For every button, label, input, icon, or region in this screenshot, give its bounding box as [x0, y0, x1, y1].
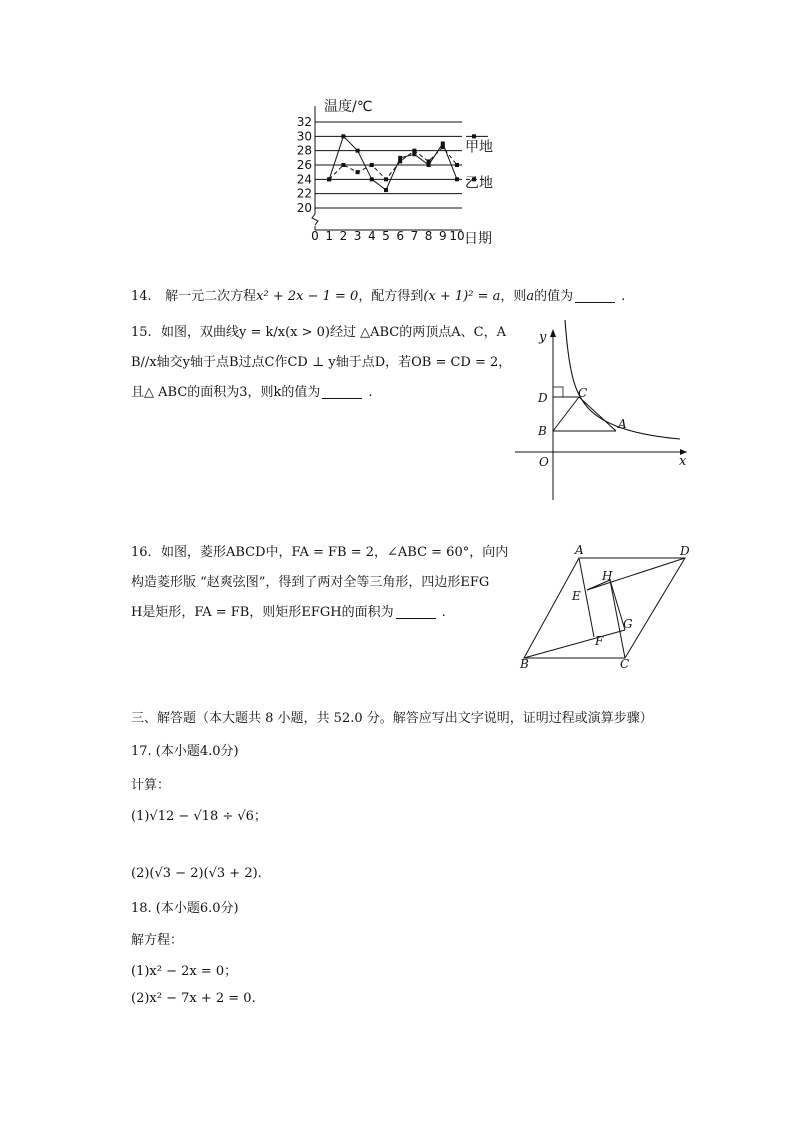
q16-line-2: 构造菱形版 “赵爽弦图”，得到了两对全等三角形，四边形EFG: [131, 575, 490, 590]
q18-part-2: (2)x² − 7x + 2 = 0.: [131, 991, 256, 1006]
data-point: [441, 145, 445, 149]
data-point: [327, 177, 331, 181]
label-f: F: [595, 634, 604, 648]
q17-part-2: (2)(√3 − 2)(√3 + 2).: [131, 866, 262, 881]
data-point: [398, 156, 402, 160]
answer-blank: [575, 288, 615, 303]
q14-text-4: 的值为: [534, 289, 574, 304]
legend-marker: [472, 134, 476, 138]
x-tick-label: 6: [396, 229, 405, 243]
data-point: [427, 163, 431, 167]
section-heading: 三、解答题（本大题共 8 小题，共 52.0 分。解答应写出文字说明，证明过程或演算步骤）: [131, 711, 653, 726]
hyperbola-figure: [505, 315, 700, 505]
q17-part-1: (1)√12 − √18 ÷ √6；: [131, 809, 267, 824]
q14-completed-square: (x + 1)² = a: [423, 289, 501, 304]
x-tick-label: 5: [382, 229, 390, 243]
y-tick-label: 24: [296, 172, 312, 187]
q17-intro: 计算：: [131, 778, 171, 793]
legend-label: 乙地: [465, 175, 493, 192]
answer-blank: [322, 384, 362, 399]
right-angle-mark: [553, 387, 563, 397]
q14-variable: a: [526, 289, 535, 304]
data-point: [384, 177, 388, 181]
q18-heading: 18. (本小题6.0分): [131, 901, 239, 916]
x-tick-label: 7: [410, 229, 419, 243]
q14-text-3: ，则: [500, 289, 527, 304]
segment-bg: [524, 630, 625, 658]
label-e: E: [572, 589, 581, 603]
question-number: 14.: [131, 289, 152, 304]
answer-blank: [396, 604, 436, 619]
y-tick-label: 26: [296, 158, 312, 172]
data-point: [427, 159, 431, 163]
data-point: [398, 159, 402, 163]
q15-line-1: 如图，双曲线y = k/x(x > 0)经过 △ABC的两顶点A、C，A: [161, 325, 506, 340]
chart-labels: [297, 98, 493, 247]
data-point: [441, 142, 445, 146]
label-c: C: [620, 657, 630, 670]
label-o: O: [539, 455, 549, 469]
rhombus-figure: [512, 540, 702, 670]
label-a: A: [575, 543, 584, 557]
label-b: B: [538, 424, 547, 438]
y-tick-label: 28: [296, 143, 312, 158]
label-b: B: [520, 657, 529, 670]
label-y: y: [539, 330, 547, 345]
y-tick-label: 32: [296, 115, 312, 129]
label-c: C: [578, 386, 588, 400]
q14-equation: x² + 2x − 1 = 0: [256, 289, 359, 304]
x-tick-label: 9: [438, 229, 447, 243]
data-point: [412, 149, 416, 153]
label-d: D: [538, 391, 548, 405]
x-tick-label: 8: [424, 229, 433, 243]
y-tick-label: 30: [296, 129, 312, 144]
q14-text-1: 解一元二次方程: [165, 289, 257, 304]
x-axis-label: 日期: [464, 231, 492, 247]
chart-series: [327, 134, 459, 192]
label-h: H: [602, 569, 613, 583]
temperature-chart: [0, 0, 794, 260]
label-d: D: [680, 544, 690, 558]
q18-part-1: (1)x² − 2x = 0；: [131, 964, 238, 979]
segment-bc: [553, 397, 579, 431]
data-point: [455, 177, 459, 181]
x-tick-label: 2: [339, 229, 348, 243]
x-tick-label: 4: [367, 229, 376, 243]
y-axis-label: 温度/℃: [324, 99, 373, 115]
question-14: [131, 282, 625, 312]
y-axis-arrow: [550, 329, 556, 337]
series-line-1: [329, 136, 457, 190]
x-tick-label: 10: [449, 229, 465, 243]
label-g: G: [623, 617, 633, 631]
q14-end: .: [621, 289, 626, 304]
y-tick-label: 20: [296, 201, 312, 215]
data-point: [341, 134, 345, 138]
x-tick-label: 1: [325, 229, 334, 243]
q15-line-2: B//x轴交y轴于点B过点C作CD ⊥ y轴于点D，若OB = CD = 2，: [131, 355, 512, 370]
x-tick-label: 3: [353, 229, 362, 243]
segment-ca: [579, 397, 616, 431]
axis-break-mark: [312, 214, 318, 225]
data-point: [455, 163, 459, 167]
legend-label: 甲地: [465, 139, 493, 156]
q18-intro: 解方程：: [131, 933, 184, 948]
q15-end: .: [368, 385, 373, 400]
data-point: [341, 163, 345, 167]
label-a: A: [618, 417, 627, 431]
data-point: [370, 163, 374, 167]
q14-text-2: ，配方得到: [358, 289, 424, 304]
question-number: 15.: [131, 325, 152, 340]
q16-line-3: H是矩形，FA = FB，则矩形EFGH的面积为: [131, 605, 394, 620]
data-point: [370, 177, 374, 181]
q15-line-3: 且△ ABC的面积为3，则k的值为: [131, 385, 321, 400]
data-point: [356, 170, 360, 174]
chart-gridlines: [315, 122, 462, 208]
chart-axes: [312, 106, 462, 230]
q16-end: .: [441, 605, 446, 620]
question-number: 16.: [131, 545, 152, 560]
segment-af: [579, 558, 594, 637]
data-point: [384, 188, 388, 192]
data-point: [356, 149, 360, 153]
q17-heading: 17. (本小题4.0分): [131, 744, 239, 759]
data-point: [412, 152, 416, 156]
y-tick-label: 22: [296, 186, 312, 201]
x-tick-label: 0: [311, 229, 319, 243]
question-16: [131, 538, 508, 628]
label-x: x: [679, 454, 687, 469]
question-15: [131, 318, 511, 408]
q16-line-1: 如图，菱形ABCD中，FA = FB = 2，∠ABC = 60°，向内: [161, 545, 509, 560]
